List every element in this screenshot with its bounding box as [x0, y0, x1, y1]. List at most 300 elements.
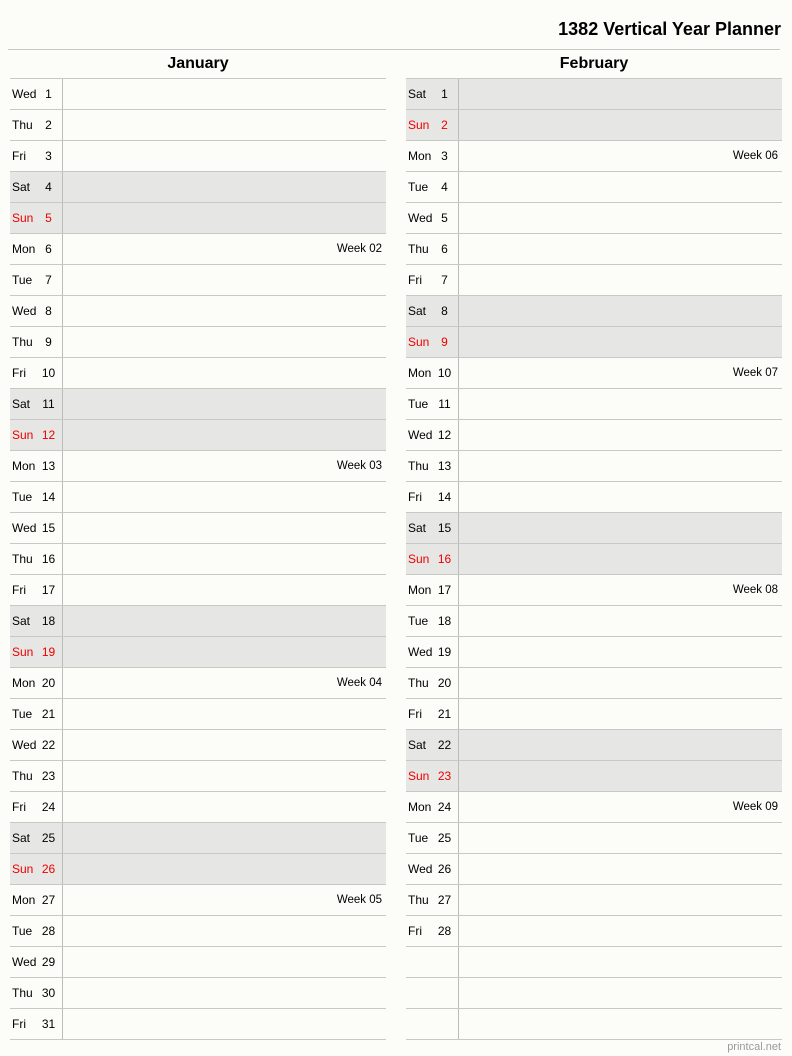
day-name: Wed [12, 87, 37, 101]
day-label-cell [406, 885, 459, 915]
notes-area [459, 544, 782, 574]
day-name: Sat [408, 87, 427, 101]
day-number: 31 [41, 1017, 56, 1032]
notes-area [63, 792, 386, 822]
day-row [406, 110, 782, 141]
day-number: 17 [41, 583, 56, 598]
day-number: 16 [41, 552, 56, 567]
day-name: Fri [12, 800, 26, 815]
day-label-cell [406, 203, 459, 233]
day-row [406, 358, 782, 389]
day-row [406, 544, 782, 575]
day-number: 7 [441, 273, 448, 288]
day-row [10, 823, 386, 854]
day-number: 5 [441, 211, 448, 226]
week-label: Week 02 [336, 243, 382, 256]
day-number: 1 [441, 87, 448, 101]
day-name: Thu [12, 769, 33, 784]
day-row [406, 451, 782, 482]
notes-area [63, 110, 386, 140]
day-label-cell [10, 947, 63, 977]
day-number: 15 [41, 521, 56, 536]
notes-area [63, 947, 386, 977]
month-header: February [559, 55, 629, 72]
day-number: 18 [437, 614, 452, 629]
day-name: Wed [12, 738, 37, 753]
day-label-cell [10, 575, 63, 605]
day-name: Mon [12, 459, 36, 474]
day-row [10, 327, 386, 358]
day-number: 12 [437, 428, 452, 443]
day-name: Sun [12, 862, 34, 877]
day-name: Thu [12, 118, 33, 133]
day-number: 17 [437, 583, 452, 598]
day-label-cell [10, 1009, 63, 1039]
day-row [10, 296, 386, 327]
week-label: Week 04 [336, 677, 382, 690]
day-row [10, 1009, 386, 1040]
day-name: Thu [12, 552, 33, 567]
notes-area [63, 761, 386, 791]
notes-area [63, 296, 386, 326]
day-label-cell [10, 358, 63, 388]
day-name: Mon [12, 676, 36, 691]
day-label-cell [406, 854, 459, 884]
day-number: 19 [41, 645, 56, 660]
day-row [10, 265, 386, 296]
day-name: Sat [408, 738, 427, 753]
notes-area [459, 792, 782, 822]
day-row [10, 141, 386, 172]
day-row [10, 575, 386, 606]
day-name: Mon [408, 800, 432, 815]
notes-area [459, 1009, 782, 1039]
day-name: Tue [408, 614, 429, 629]
day-row [406, 420, 782, 451]
notes-area [459, 172, 782, 202]
day-label-cell [10, 823, 63, 853]
day-label-cell [406, 482, 459, 512]
day-name: Sun [12, 211, 34, 226]
day-number: 3 [45, 149, 52, 164]
day-row [406, 699, 782, 730]
day-name: Tue [12, 273, 33, 288]
day-label-cell [406, 761, 459, 791]
day-name: Fri [12, 583, 26, 598]
notes-area [63, 389, 386, 419]
week-label: Week 09 [732, 801, 778, 814]
months-container [10, 50, 782, 1040]
day-row [10, 234, 386, 265]
notes-area [63, 668, 386, 698]
day-name: Wed [12, 304, 37, 319]
day-name: Wed [408, 862, 433, 877]
day-number: 4 [441, 180, 448, 195]
notes-area [63, 823, 386, 853]
day-name: Tue [12, 490, 33, 505]
day-number: 20 [41, 676, 56, 691]
notes-area [459, 606, 782, 636]
day-label-cell [406, 1009, 459, 1039]
day-number: 9 [441, 335, 448, 350]
day-row [10, 389, 386, 420]
day-row [406, 761, 782, 792]
day-name: Sat [12, 180, 31, 195]
day-name: Sun [408, 335, 430, 350]
notes-area [459, 699, 782, 729]
day-label-cell [406, 234, 459, 264]
day-row [10, 110, 386, 141]
notes-area [459, 885, 782, 915]
day-name: Thu [408, 242, 429, 257]
day-label-cell [406, 327, 459, 357]
day-label-cell [406, 451, 459, 481]
day-number: 18 [41, 614, 56, 629]
day-name: Thu [408, 893, 429, 908]
day-row [10, 792, 386, 823]
day-name: Thu [408, 459, 429, 474]
day-label-cell [406, 389, 459, 419]
notes-area [63, 358, 386, 388]
day-name: Mon [408, 583, 432, 598]
day-number: 13 [437, 459, 452, 474]
notes-area [63, 451, 386, 481]
day-number: 28 [41, 924, 56, 939]
day-label-cell [406, 730, 459, 760]
day-name: Sun [408, 118, 430, 133]
day-number: 19 [437, 645, 452, 660]
day-number: 16 [437, 552, 452, 567]
day-label-cell [406, 575, 459, 605]
day-name: Fri [12, 149, 26, 164]
week-label: Week 03 [336, 460, 382, 473]
day-row [10, 513, 386, 544]
day-number: 28 [437, 924, 452, 939]
day-label-cell [10, 978, 63, 1008]
day-label-cell [10, 389, 63, 419]
day-name: Sat [408, 521, 427, 536]
day-label-cell [406, 79, 459, 109]
day-row [10, 730, 386, 761]
day-name: Fri [408, 490, 422, 505]
day-row [10, 916, 386, 947]
day-label-cell [10, 203, 63, 233]
day-name: Wed [408, 645, 433, 660]
notes-area [63, 420, 386, 450]
day-number: 22 [437, 738, 452, 753]
day-number: 8 [441, 304, 448, 319]
day-label-cell [406, 947, 459, 977]
day-label-cell [10, 637, 63, 667]
notes-area [63, 699, 386, 729]
day-number: 4 [45, 180, 52, 195]
notes-area [459, 575, 782, 605]
day-name: Wed [12, 955, 37, 970]
day-name: Wed [408, 211, 433, 226]
notes-area [459, 761, 782, 791]
day-row [406, 513, 782, 544]
day-label-cell [10, 234, 63, 264]
day-number: 6 [441, 242, 448, 257]
day-row [10, 637, 386, 668]
day-name: Wed [408, 428, 433, 443]
day-number: 11 [438, 397, 451, 412]
day-number: 23 [41, 769, 56, 784]
day-name: Mon [12, 242, 36, 257]
day-name: Tue [408, 180, 429, 195]
notes-area [63, 730, 386, 760]
notes-area [459, 296, 782, 326]
day-name: Sun [408, 769, 430, 784]
day-row [10, 668, 386, 699]
day-row [406, 389, 782, 420]
footer-watermark: printcal.net [727, 1041, 781, 1053]
day-label-cell [10, 141, 63, 171]
day-number: 22 [41, 738, 56, 753]
day-number: 10 [437, 366, 452, 381]
day-label-cell [406, 606, 459, 636]
day-label-cell [406, 916, 459, 946]
day-label-cell [10, 699, 63, 729]
day-number: 2 [45, 118, 52, 133]
day-label-cell [406, 420, 459, 450]
day-row [10, 79, 386, 110]
day-number: 27 [41, 893, 56, 908]
day-label-cell [10, 544, 63, 574]
day-label-cell [10, 854, 63, 884]
notes-area [459, 451, 782, 481]
week-label: Week 08 [732, 584, 778, 597]
notes-area [63, 79, 386, 109]
day-label-cell [406, 823, 459, 853]
day-row [406, 854, 782, 885]
day-row [406, 823, 782, 854]
day-number: 20 [437, 676, 452, 691]
day-number: 27 [437, 893, 452, 908]
day-number: 30 [41, 986, 56, 1001]
day-number: 9 [45, 335, 52, 350]
day-label-cell [10, 513, 63, 543]
day-label-cell [406, 668, 459, 698]
week-label: Week 06 [732, 150, 778, 163]
notes-area [459, 637, 782, 667]
page-title: 1382 Vertical Year Planner [558, 19, 781, 39]
day-name: Sun [408, 552, 430, 567]
day-row [10, 172, 386, 203]
day-number: 26 [437, 862, 452, 877]
day-row [10, 203, 386, 234]
day-row [10, 947, 386, 978]
notes-area [459, 79, 782, 109]
day-name: Tue [12, 924, 33, 939]
day-label-cell [10, 606, 63, 636]
day-label-cell [10, 420, 63, 450]
day-row [406, 79, 782, 110]
day-row [10, 978, 386, 1009]
day-name: Sat [12, 397, 31, 412]
day-number: 14 [437, 490, 452, 505]
notes-area [63, 916, 386, 946]
day-number: 2 [441, 118, 448, 133]
day-number: 1 [45, 87, 52, 101]
day-label-cell [406, 699, 459, 729]
notes-area [459, 978, 782, 1008]
day-number: 25 [437, 831, 452, 846]
day-label-cell [406, 978, 459, 1008]
day-grid [406, 78, 782, 1040]
day-name: Mon [12, 893, 36, 908]
empty-row [406, 1009, 782, 1040]
day-name: Thu [12, 335, 33, 350]
day-row [406, 637, 782, 668]
day-number: 15 [437, 521, 452, 536]
day-row [406, 606, 782, 637]
day-name: Wed [12, 521, 37, 536]
month-header: January [167, 55, 229, 72]
notes-area [459, 203, 782, 233]
day-name: Sun [12, 645, 34, 660]
notes-area [63, 234, 386, 264]
notes-area [63, 1009, 386, 1039]
day-number: 29 [41, 955, 56, 970]
month-column [406, 50, 782, 1040]
day-number: 7 [45, 273, 52, 288]
notes-area [63, 513, 386, 543]
day-row [406, 885, 782, 916]
notes-area [459, 513, 782, 543]
day-name: Tue [408, 397, 429, 412]
day-row [10, 761, 386, 792]
notes-area [63, 265, 386, 295]
day-row [10, 420, 386, 451]
day-number: 14 [41, 490, 56, 505]
day-row [406, 730, 782, 761]
day-label-cell [10, 172, 63, 202]
day-row [406, 668, 782, 699]
notes-area [63, 637, 386, 667]
day-name: Fri [408, 924, 422, 939]
notes-area [459, 916, 782, 946]
notes-area [459, 110, 782, 140]
notes-area [459, 730, 782, 760]
day-label-cell [406, 544, 459, 574]
day-label-cell [406, 265, 459, 295]
day-name: Thu [408, 676, 429, 691]
day-label-cell [10, 761, 63, 791]
day-row [406, 203, 782, 234]
notes-area [459, 141, 782, 171]
day-row [406, 296, 782, 327]
day-row [10, 854, 386, 885]
day-row [406, 234, 782, 265]
day-label-cell [10, 885, 63, 915]
day-name: Fri [12, 366, 26, 381]
notes-area [63, 885, 386, 915]
day-number: 8 [45, 304, 52, 319]
day-number: 23 [437, 769, 452, 784]
week-label: Week 07 [732, 367, 778, 380]
day-number: 21 [437, 707, 452, 722]
day-row [10, 699, 386, 730]
notes-area [459, 327, 782, 357]
day-label-cell [406, 296, 459, 326]
notes-area [63, 978, 386, 1008]
day-number: 6 [45, 242, 52, 257]
day-number: 12 [41, 428, 56, 443]
notes-area [63, 575, 386, 605]
notes-area [459, 389, 782, 419]
day-number: 11 [42, 397, 55, 412]
day-label-cell [10, 668, 63, 698]
day-row [10, 358, 386, 389]
day-row [10, 451, 386, 482]
day-label-cell [406, 358, 459, 388]
day-name: Sat [12, 614, 31, 629]
notes-area [63, 141, 386, 171]
notes-area [459, 234, 782, 264]
notes-area [459, 668, 782, 698]
day-name: Tue [12, 707, 33, 722]
notes-area [63, 327, 386, 357]
day-grid [10, 78, 386, 1040]
day-label-cell [10, 482, 63, 512]
notes-area [63, 544, 386, 574]
day-name: Tue [408, 831, 429, 846]
empty-row [406, 978, 782, 1009]
day-row [406, 172, 782, 203]
notes-area [63, 172, 386, 202]
day-row [10, 482, 386, 513]
day-name: Fri [408, 707, 422, 722]
day-label-cell [406, 637, 459, 667]
day-row [10, 544, 386, 575]
day-row [406, 327, 782, 358]
day-label-cell [406, 172, 459, 202]
day-label-cell [10, 79, 63, 109]
day-row [10, 606, 386, 637]
day-label-cell [10, 730, 63, 760]
notes-area [459, 482, 782, 512]
notes-area [459, 947, 782, 977]
day-name: Sun [12, 428, 34, 443]
day-row [406, 482, 782, 513]
day-label-cell [406, 110, 459, 140]
day-name: Fri [12, 1017, 26, 1032]
notes-area [63, 203, 386, 233]
week-label: Week 05 [336, 894, 382, 907]
notes-area [459, 854, 782, 884]
notes-area [459, 358, 782, 388]
day-label-cell [10, 451, 63, 481]
day-number: 24 [41, 800, 56, 815]
notes-area [63, 606, 386, 636]
day-name: Mon [408, 366, 432, 381]
day-name: Sat [408, 304, 427, 319]
notes-area [459, 420, 782, 450]
notes-area [459, 265, 782, 295]
notes-area [63, 854, 386, 884]
day-name: Mon [408, 149, 432, 164]
day-number: 10 [41, 366, 56, 381]
day-number: 26 [41, 862, 56, 877]
day-name: Fri [408, 273, 422, 288]
empty-row [406, 947, 782, 978]
day-number: 25 [41, 831, 56, 846]
day-label-cell [406, 792, 459, 822]
day-label-cell [10, 327, 63, 357]
day-name: Thu [12, 986, 33, 1001]
day-row [406, 141, 782, 172]
